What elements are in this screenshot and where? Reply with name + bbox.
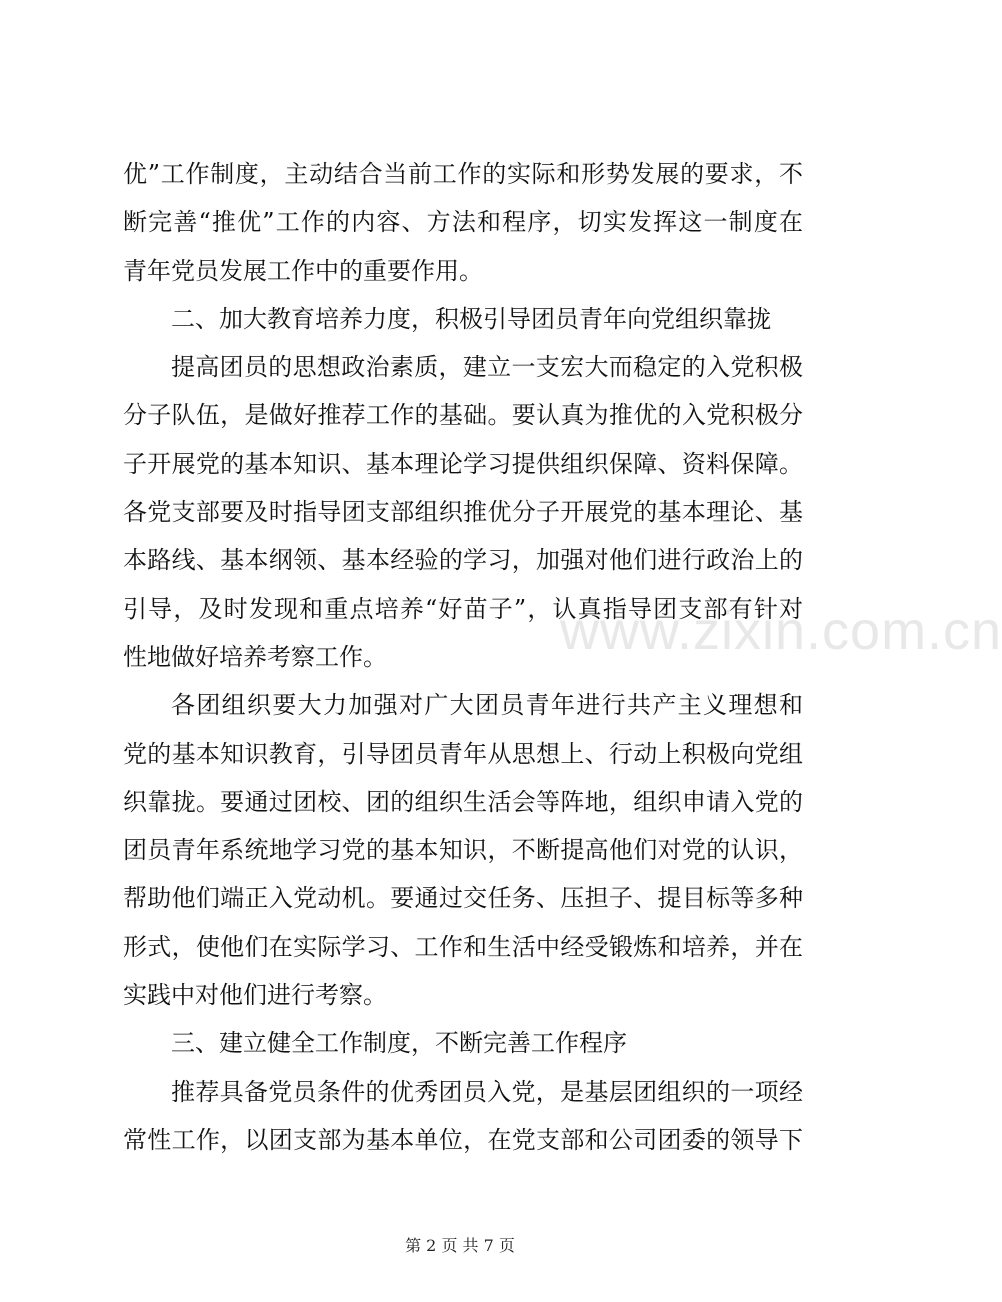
page-footer: 第 2 页 共 7 页: [405, 1236, 515, 1255]
text-line-9: 本路线、基本纲领、基本经验的学习，加强对他们进行政治上的: [123, 546, 803, 575]
text-line-12: 各团组织要大力加强对广大团员青年进行共产主义理想和: [171, 691, 803, 720]
section-heading-2: 二、加大教育培养力度，积极引导团员青年向党组织靠拢: [171, 304, 771, 333]
watermark: www.zixin.com.cn: [560, 601, 1002, 661]
text-line-5: 提高团员的思想政治素质，建立一支宏大而稳定的入党积极: [171, 353, 803, 382]
section-heading-3: 三、建立健全工作制度，不断完善工作程序: [171, 1029, 627, 1058]
text-line-7: 子开展党的基本知识、基本理论学习提供组织保障、资料保障。: [123, 449, 803, 478]
text-line-14: 织靠拢。要通过团校、团的组织生活会等阵地，组织申请入党的: [123, 787, 803, 816]
text-line-20: 推荐具备党员条件的优秀团员入党，是基层团组织的一项经: [171, 1077, 803, 1106]
text-line-11: 性地做好培养考察工作。: [123, 642, 387, 671]
text-line-2: 断完善“推优”工作的内容、方法和程序，切实发挥这一制度在: [123, 208, 803, 237]
text-line-6: 分子队伍，是做好推荐工作的基础。要认真为推优的入党积极分: [123, 401, 803, 430]
document-body: [123, 150, 803, 1164]
text-line-8: 各党支部要及时指导团支部组织推优分子开展党的基本理论、基: [123, 498, 803, 527]
text-line-15: 团员青年系统地学习党的基本知识，不断提高他们对党的认识，: [123, 836, 803, 865]
text-line-21: 常性工作，以团支部为基本单位，在党支部和公司团委的领导下: [123, 1125, 803, 1154]
text-line-10: 引导，及时发现和重点培养“好苗子”，认真指导团支部有针对: [123, 594, 803, 623]
text-line-18: 实践中对他们进行考察。: [123, 981, 387, 1010]
text-line-1: 优”工作制度，主动结合当前工作的实际和形势发展的要求，不: [123, 160, 803, 188]
text-line-3: 青年党员发展工作中的重要作用。: [123, 256, 483, 285]
text-line-16: 帮助他们端正入党动机。要通过交任务、压担子、提目标等多种: [123, 884, 803, 913]
text-line-13: 党的基本知识教育，引导团员青年从思想上、行动上积极向党组: [123, 739, 803, 768]
text-line-17: 形式，使他们在实际学习、工作和生活中经受锻炼和培养，并在: [123, 932, 803, 961]
